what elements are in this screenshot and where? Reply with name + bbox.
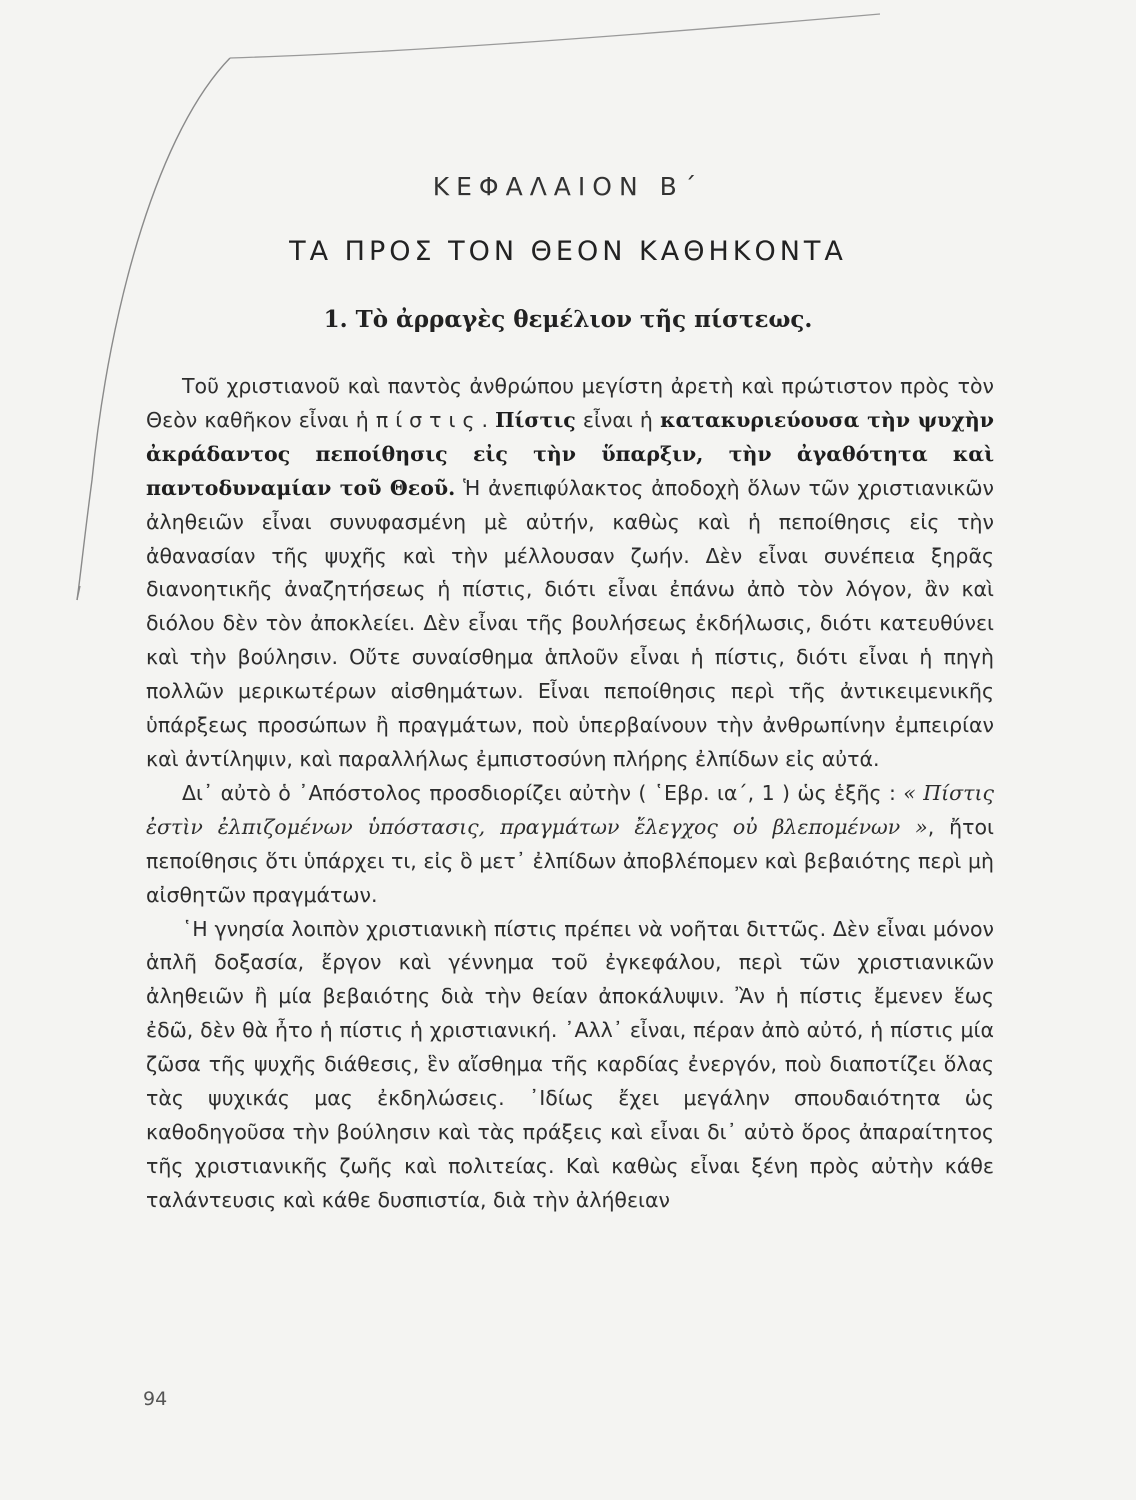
text-run: , ἤτοι πεποίθησις ὅτι ὑπάρχει τι, εἰς ὃ μετ᾿ ἐλπίδων ἀποβλέπομεν καὶ βεβαιότης περὶ μὴ αἰσθητῶν πραγμάτων. (146, 814, 994, 907)
text-run: Ἡ ἀνεπιφύλακτος ἀποδοχὴ ὅλων τῶν χριστιανικῶν ἀληθειῶν εἶναι συνυφασμένη μὲ αὐτήν, καθὼς καὶ ἡ πεποίθησις εἰς τὴν ἀθανασίαν τῆς ψυχῆς καὶ τὴν μέλλουσαν ζωήν. Δὲν εἶναι συνέπεια ξηρᾶς διανοητικῆς ἀναζητήσεως ἡ πίστις, διότι εἶναι ἐπάνω ἀπὸ τὸν λόγον, ἂν καὶ διόλου δὲν τὸν ἀποκλείει. Δὲν εἶναι τῆς βουλήσεως ἐκδήλωσις, διότι κατευθύνει καὶ τὴν βούλησιν. Οὔτε συναίσθημα ἁπλοῦν εἶναι ἡ πίστις, διότι εἶναι ἡ πηγὴ πολλῶν μερικωτέρων αἰσθημάτων. Εἶναι πεποίθησις περὶ τῆς ἀντικειμενικῆς ὑπάρξεως προσώπων ἢ πραγμάτων, ποὺ ὑπερβαίνουν τὴν ἀνθρωπίνην ἐμπειρίαν καὶ ἀντίληψιν, καὶ παραλλήλως ἐμπιστοσύνη πλήρης ἐλπίδων εἰς αὐτά. (146, 475, 995, 771)
body-text (146, 370, 994, 1218)
scripture-quote: « Πίστις ἐστὶν ἐλπιζομένων ὑπόστασις, πραγμάτων ἔλεγχος οὐ βλεπομένων » (146, 780, 994, 839)
text-run: ῾Η γνησία λοιπὸν χριστιανικὴ πίστις πρέπει νὰ νοῆται διττῶς. Δὲν εἶναι μόνον ἁπλῆ δοξασία, ἔργον καὶ γέννημα τοῦ ἐγκεφάλου, περὶ τῶν χριστιανικῶν ἀληθειῶν ἢ μία βεβαιότης διὰ τὴν θείαν ἀποκάλυψιν. Ἂν ἡ πίστις ἔμενεν ἕως ἐδῶ, δὲν θὰ ἦτο ἡ πίστις ἡ χριστιανική. ᾿Αλλ᾿ εἶναι, πέραν ἀπὸ αὐτό, ἡ πίστις μία ζῶσα τῆς ψυχῆς διάθεσις, ἓν αἴσθημα τῆς καρδίας ἐνεργόν, ποὺ διαποτίζει ὅλας τὰς ψυχικάς μας ἐκδηλώσεις. ᾿Ιδίως ἔχει μεγάλην σπουδαιότητα ὡς καθοδηγοῦσα τὴν βούλησιν καὶ τὰς πράξεις καὶ εἶναι δι᾿ αὐτὸ ὅρος ἀπαραίτητος τῆς χριστιανικῆς ζωῆς καὶ πολιτείας. Καὶ καθὼς εἶναι ξένη πρὸς αὐτὴν κάθε ταλάντευσις καὶ κάθε δυσπιστία, διὰ τὴν ἀλήθειαν (146, 916, 994, 1212)
spaced-word: πίστις (375, 407, 482, 432)
paragraph-1 (146, 370, 994, 777)
section-heading: 1. Τὸ ἀρραγὲς θεμέλιον τῆς πίστεως. (323, 306, 813, 333)
chapter-number: ΚΕΦΑΛΑΙΟΝ Β΄ (432, 172, 704, 201)
paragraph-3 (146, 913, 994, 1218)
bold-term: Πίστις (495, 407, 576, 432)
bold-definition: κατακυριεύουσα τὴν ψυχὴν ἀκράδαντος πεποίθησις εἰς τὴν ὕπαρξιν, τὴν ἀγαθότητα καὶ παντοδυναμίαν τοῦ Θεοῦ. (146, 407, 994, 500)
text-run: . (481, 407, 496, 432)
text-run: Τοῦ χριστιανοῦ καὶ παντὸς ἀνθρώπου μεγίστη ἀρετὴ καὶ πρώτιστον πρὸς τὸν Θεὸν καθῆκον εἶναι ἡ (146, 374, 994, 432)
page-number: 94 (143, 1388, 168, 1410)
text-run: εἶναι ἡ (575, 407, 661, 432)
paragraph-2 (146, 777, 994, 913)
text-run: Δι᾿ αὐτὸ ὁ ᾿Απόστολος προσδιορίζει αὐτὴν ( ῾Εβρ. ια΄, 1 ) ὡς ἑξῆς : (182, 780, 904, 805)
chapter-title: ΤΑ ΠΡΟΣ ΤΟΝ ΘΕΟΝ ΚΑΘΗΚΟΝΤΑ (289, 236, 847, 267)
